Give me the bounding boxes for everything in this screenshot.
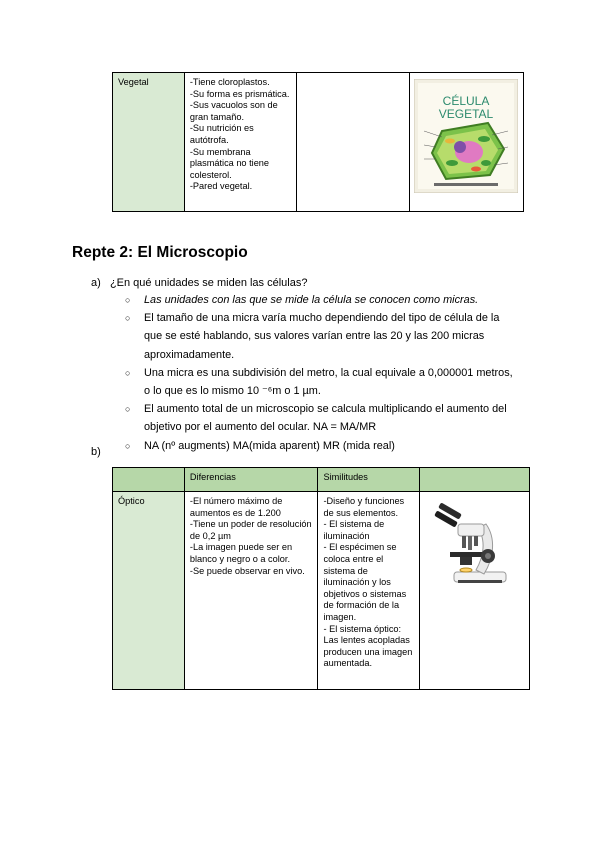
- diferencia-line: -La imagen puede ser en blanco y negro o a color.: [189, 542, 293, 564]
- feature-line: -Tiene cloroplastos.: [189, 77, 270, 87]
- similitud-line: - El sistema óptico: Las lentes acopladas producen una imagen aumentada.: [323, 623, 413, 669]
- microscope-image-cell: [420, 492, 530, 690]
- answer-item: ○ Las unidades con las que se mide la célula se conocen como micras.: [125, 291, 520, 309]
- similitud-line: -Diseño y funciones de sus elementos.: [323, 496, 405, 518]
- header-empty-cell: [113, 468, 185, 492]
- question-b-marker: b): [91, 446, 101, 458]
- plant-cell-image-cell: [409, 73, 523, 212]
- diferencias-cell: [184, 492, 318, 690]
- diferencia-line: -Se puede observar en vivo.: [189, 565, 305, 576]
- microscope-illustration: [424, 498, 520, 588]
- answer-item: ○ NA (nº augments) MA(mida aparent) MR (mida real): [125, 437, 520, 455]
- header-similitudes-text: Similitudes: [323, 472, 368, 482]
- row-label-vegetal: [113, 73, 185, 212]
- answer-item: ○ Una micra es una subdivisión del metro, la cual equivale a 0,000001 metros, o lo que es lo mismo 10 ⁻⁶m o 1 µm.: [125, 364, 520, 400]
- header-diferencias: [184, 468, 318, 492]
- feature-line: -Pared vegetal.: [189, 181, 253, 192]
- answer-item: ○ El aumento total de un microscopio se calcula multiplicando el aumento del objetivo por el aumento del ocular. NA = MA/MR: [125, 400, 520, 436]
- section-title: Repte 2: El Microscopio: [72, 244, 248, 261]
- row-label-text: Vegetal: [118, 77, 149, 87]
- feature-line: -Sus vacuolos son de gran tamaño.: [189, 100, 278, 122]
- row-label-optico: [113, 492, 185, 690]
- diferencia-line: -El número máximo de aumentos es de 1.200: [189, 496, 283, 518]
- microscope-comparison-table: [112, 467, 530, 690]
- question-a-marker: a): [91, 277, 101, 289]
- feature-line: -Su membrana plasmática no tiene colesterol.: [189, 146, 270, 180]
- cell-comparison-table: [112, 72, 524, 212]
- feature-line: -Su forma es prismática.: [189, 88, 290, 99]
- answer-list: [125, 291, 520, 455]
- answer-item: ○ El tamaño de una micra varía mucho dependiendo del tipo de célula de la que se esté hablando, sus valores varían entre las 20 y las 200 micras aproximadamente.: [125, 309, 520, 364]
- plant-cell-illustration: [414, 79, 518, 193]
- row-label-text: Óptico: [118, 496, 145, 506]
- header-image-cell: [420, 468, 530, 492]
- header-similitudes: [318, 468, 420, 492]
- vegetal-features-cell: [184, 73, 296, 212]
- cell-drawing: [432, 123, 504, 179]
- empty-cell: [297, 73, 409, 212]
- similitudes-cell: [318, 492, 420, 690]
- similitud-line: - El sistema de iluminación: [323, 519, 385, 541]
- image-title-line2: VEGETAL: [438, 107, 493, 121]
- feature-line: -Su nutrición es autótrofa.: [189, 123, 254, 145]
- image-title-line1: CÉLULA: [442, 94, 489, 108]
- similitud-line: - El espécimen se coloca entre el sistema de iluminación y los objetivos o sistemas de formación de la imagen.: [323, 542, 407, 622]
- header-diferencias-text: Diferencias: [189, 472, 236, 482]
- diferencia-line: -Tiene un poder de resolución de 0,2 µm: [189, 519, 312, 541]
- question-a: [91, 277, 307, 289]
- question-a-text: ¿En qué unidades se miden las células?: [109, 277, 308, 289]
